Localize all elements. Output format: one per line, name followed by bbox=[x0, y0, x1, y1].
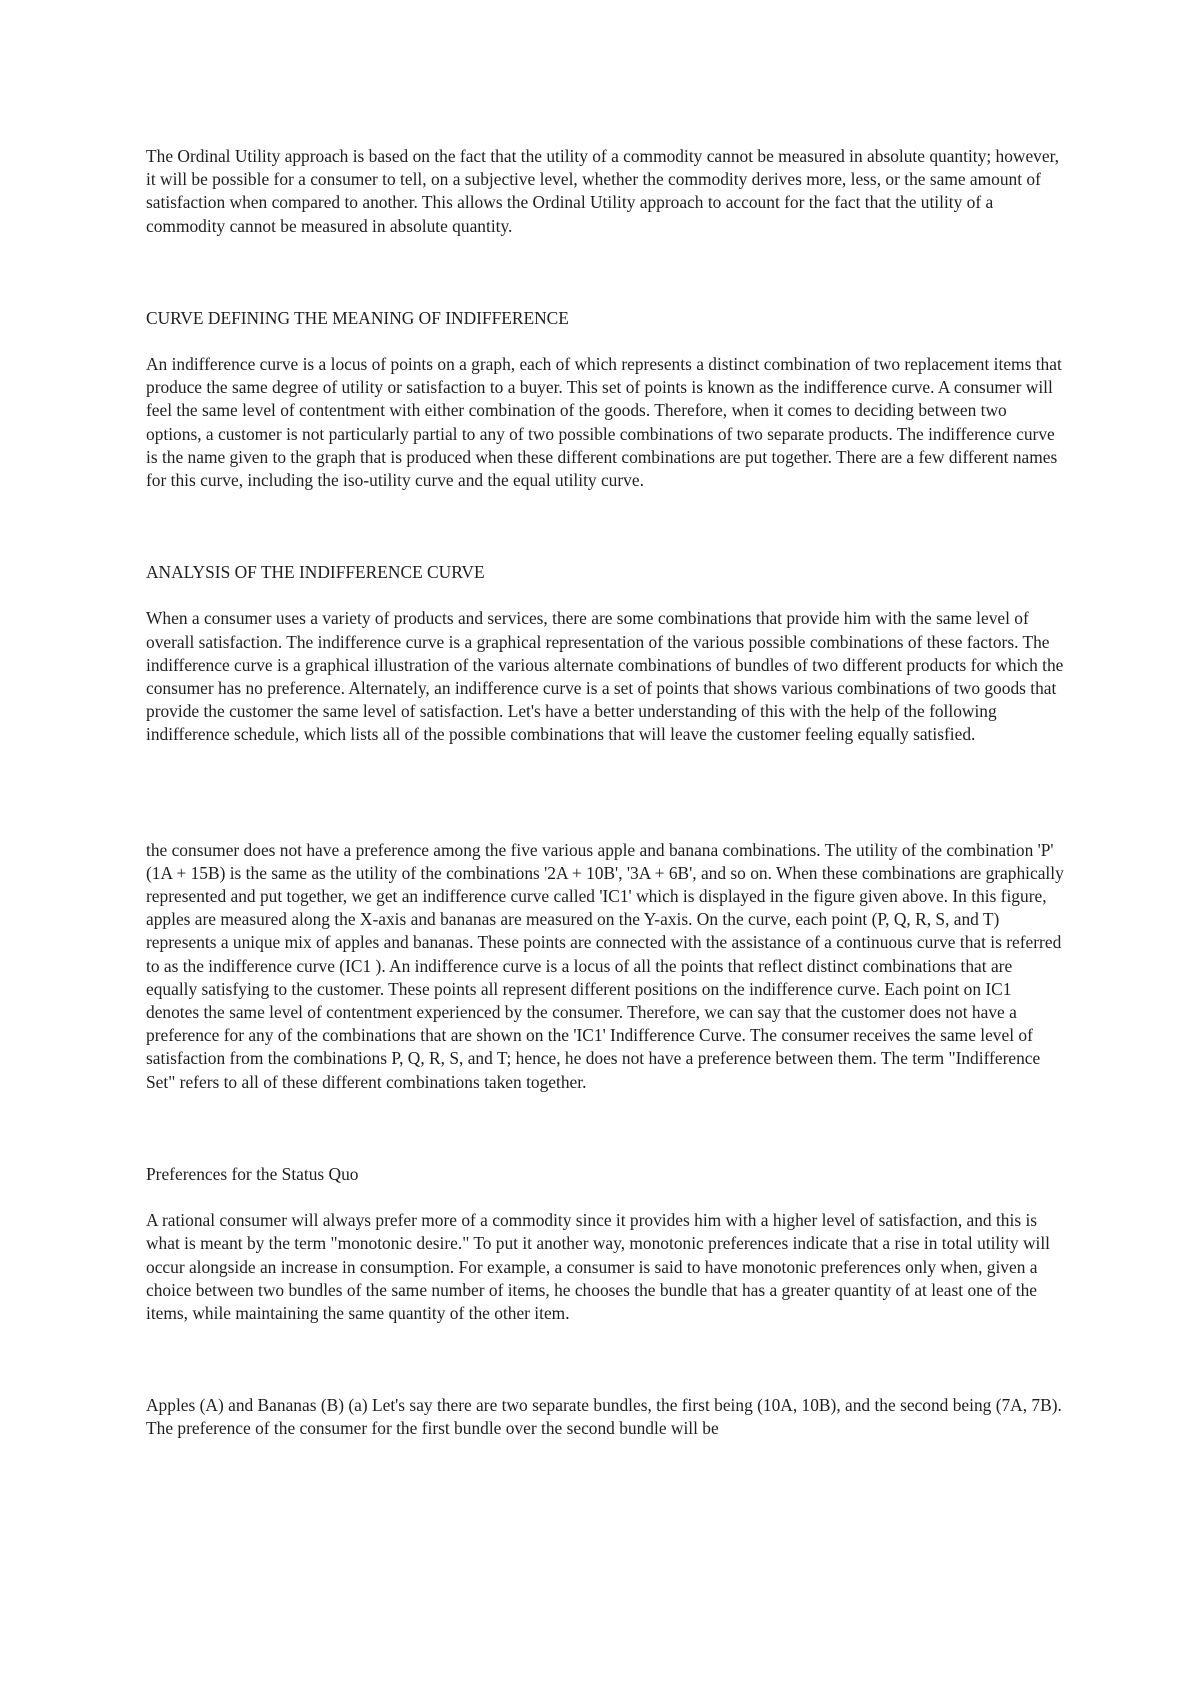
closing-paragraph: Apples (A) and Bananas (B) (a) Let's say there are two separate bundles, the first being (10A, 10B), and the second being (7A, 7B). The preference of the consumer for the first bundle over the second bundle will be bbox=[146, 1395, 1062, 1439]
spacer bbox=[146, 1186, 1066, 1209]
figure-explanation-paragraph: the consumer does not have a preference among the five various apple and banana combinations. The utility of the combination 'P' (1A + 15B) is the same as the utility of the combinations '2A + 10B', '3A + 6B', and so on. When these combinations are graphically represented and put together, we get an indifference curve called 'IC1' which is displayed in the figure given above. In this figure, apples are measured along the X-axis and bananas are measured on the Y-axis. On the curve, each point (P, Q, R, S, and T) represents a unique mix of apples and bananas. These points are connected with the assistance of a continuous curve that is referred to as the indifference curve (IC1 ). An indifference curve is a locus of all the points that reflect distinct combinations that are equally satisfying to the customer. These points all represent different positions on the indifference curve. Each point on IC1 denotes the same level of contentment experienced by the consumer. Therefore, we can say that the customer does not have a preference for any of the combinations that are shown on the 'IC1' Indifference Curve. The consumer receives the same level of satisfaction from the combinations P, Q, R, S, and T; hence, he does not have a preference between them. The term "Indifference Set" refers to all of these different combinations taken together. bbox=[146, 839, 1064, 1092]
section-body-analysis: When a consumer uses a variety of products and services, there are some combinations that provide him with the same level of overall satisfaction. The indifference curve is a graphical representation of the various possible combinations of these factors. The indifference curve is a graphical illustration of the various alternate combinations of bundles of two different products for which the consumer has no preference. Alternately, an indifference curve is a set of points that shows various combinations of two goods that provide the customer the same level of satisfaction. Let's have a better understanding of this with the help of the following indifference schedule, which lists all of the possible combinations that will leave the customer feeling equally satisfied. bbox=[146, 608, 1064, 745]
spacer bbox=[146, 330, 1066, 353]
intro-paragraph: The Ordinal Utility approach is based on the fact that the utility of a commodity cannot be measured in absolute quantity; however, it will be possible for a consumer to tell, on a subjective level, whether the commodity derives more, less, or the same amount of satisfaction when compared to another. This allows the Ordinal Utility approach to account for the fact that the utility of a commodity cannot be measured in absolute quantity. bbox=[146, 146, 1060, 236]
section-heading-indifference-meaning: CURVE DEFINING THE MEANING OF INDIFFERENCE bbox=[146, 307, 569, 328]
spacer bbox=[146, 747, 1066, 839]
spacer bbox=[146, 1094, 1066, 1163]
section-heading-analysis: ANALYSIS OF THE INDIFFERENCE CURVE bbox=[146, 562, 485, 583]
spacer bbox=[146, 238, 1066, 307]
document-page bbox=[146, 145, 1066, 1441]
spacer bbox=[146, 492, 1066, 561]
section-heading-status-quo: Preferences for the Status Quo bbox=[146, 1163, 359, 1184]
section-body-indifference-meaning: An indifference curve is a locus of points on a graph, each of which represents a distinct combination of two replacement items that produce the same degree of utility or satisfaction to a buyer. This set of points is known as the indifference curve. A consumer will feel the same level of contentment with either combination of the goods. Therefore, when it comes to deciding between two options, a customer is not particularly partial to any of two possible combinations of two separate products. The indifference curve is the name given to the graph that is produced when these different combinations are put together. There are a few different names for this curve, including the iso-utility curve and the equal utility curve. bbox=[146, 354, 1062, 491]
section-body-status-quo: A rational consumer will always prefer more of a commodity since it provides him with a higher level of satisfaction, and this is what is meant by the term "monotonic desire." To put it another way, monotonic preferences indicate that a rise in total utility will occur alongside an increase in consumption. For example, a consumer is said to have monotonic preferences only when, given a choice between two bundles of the same number of items, he chooses the bundle that has a greater quantity of at least one of the items, while maintaining the same quantity of the other item. bbox=[146, 1210, 1051, 1323]
spacer bbox=[146, 584, 1066, 607]
spacer bbox=[146, 1325, 1066, 1394]
